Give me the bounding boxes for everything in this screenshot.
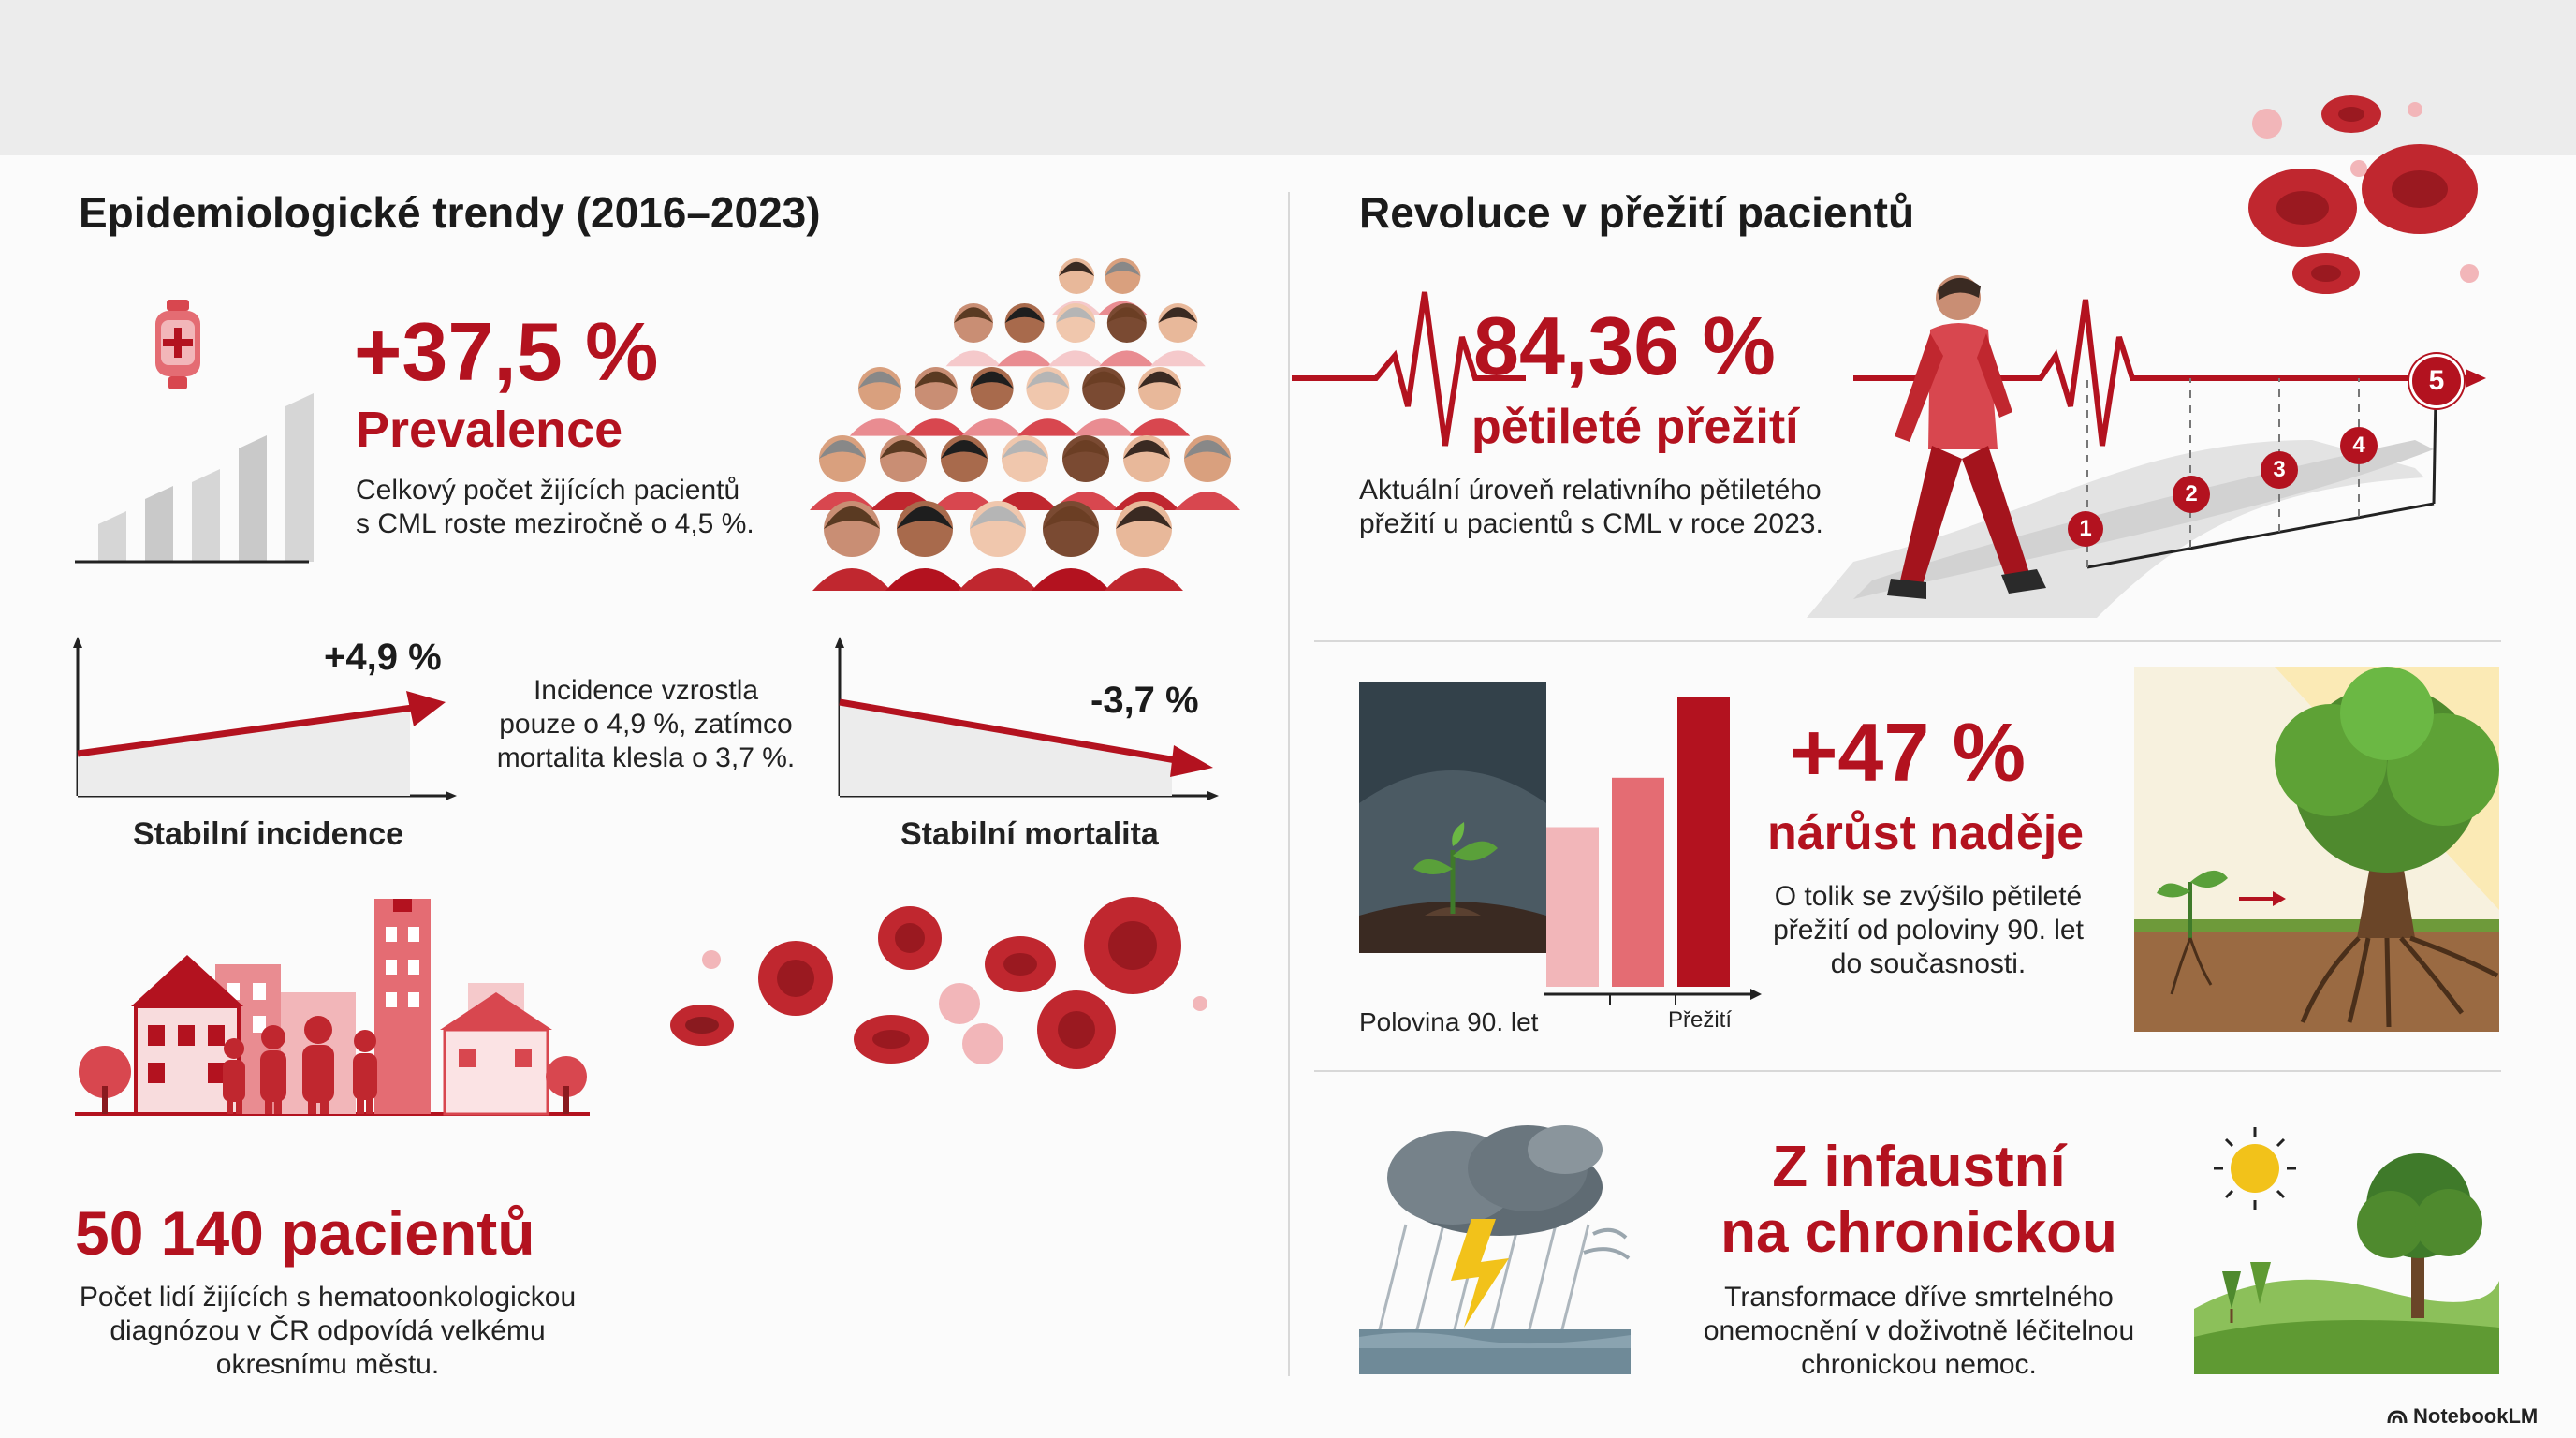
hope-axis-left-label: Polovina 90. let — [1359, 1007, 1539, 1036]
storm-cloud-icon — [1359, 1122, 1631, 1374]
row-divider-1 — [1314, 640, 2501, 642]
hope-bar-chart — [1544, 682, 1760, 1000]
incidence-label: Stabilní incidence — [133, 816, 404, 852]
crowd-person — [810, 435, 875, 510]
column-divider — [1288, 192, 1290, 1376]
prevalence-value: +37,5 % — [354, 305, 659, 398]
milestone-2: 2 — [2173, 476, 2210, 513]
blood-cells-icon — [655, 889, 1236, 1077]
crowd-person — [1074, 367, 1134, 436]
prevalence-bar-chart — [75, 384, 318, 571]
crowd-person — [946, 303, 1002, 366]
vaccine-icon — [150, 300, 206, 393]
milestone-3: 3 — [2261, 451, 2298, 489]
crowd-person — [992, 435, 1058, 510]
prevalence-bar — [192, 469, 220, 562]
milestone-4: 4 — [2340, 427, 2378, 464]
brand-name: NotebookLM — [2413, 1404, 2539, 1428]
hope-bar — [1612, 778, 1664, 987]
top-banner — [0, 0, 2576, 155]
crowd-person — [997, 303, 1052, 366]
hope-axis-arrow — [1750, 989, 1762, 1000]
milestone-1: 1 — [2068, 511, 2103, 547]
prevalence-bar — [285, 393, 314, 562]
tree-icon — [2134, 667, 2499, 1032]
crowd-person — [931, 435, 997, 510]
crowd-person — [886, 501, 964, 591]
notebooklm-logo-icon — [2387, 1408, 2408, 1425]
hope-description: O tolik se zvýšilo pětileté přežití od poloviny 90. let do současnosti. — [1773, 881, 2084, 979]
prevalence-label: Prevalence — [356, 402, 623, 458]
patients-description: Počet lidí žijících s hematoonkologickou diagnózou v ČR odpovídá velkému okresnímu městu. — [79, 1282, 577, 1380]
blood-cells-icon-top — [2228, 86, 2509, 311]
hope-label: nárůst naděje — [1767, 806, 2085, 860]
hope-bar — [1677, 697, 1730, 987]
survival-description: Aktuální úroveň relativního pětiletého přežití u pacientů s CML v roce 2023. — [1359, 475, 1823, 539]
crowd-person — [1175, 435, 1240, 510]
incidence-value: +4,9 % — [324, 637, 442, 678]
crowd-person — [1032, 501, 1110, 591]
survival-value: 84,36 % — [1473, 300, 1776, 392]
prevalence-bar — [239, 435, 267, 562]
crowd-person — [850, 367, 910, 436]
hope-value: +47 % — [1790, 706, 2026, 799]
crowd-person — [871, 435, 936, 510]
crowd-person — [1105, 501, 1183, 591]
crowd-person — [1017, 367, 1077, 436]
milestone-5: 5 — [2409, 354, 2464, 408]
patients-count: 50 140 pacientů — [75, 1198, 535, 1268]
brand-badge[interactable] — [2387, 1404, 2538, 1429]
landscape-tree-icon — [2194, 1122, 2499, 1374]
row-divider-2 — [1314, 1070, 2501, 1072]
walking-man-icon — [1872, 271, 2059, 618]
chronic-title: Z infaustní na chronickou — [1720, 1135, 2117, 1265]
crowd-person — [906, 367, 966, 436]
crowd-person — [1114, 435, 1179, 510]
chronic-description: Transformace dříve smrtelného onemocnění v doživotně léčitelnou chronickou nemoc. — [1703, 1282, 2135, 1380]
right-heading: Revoluce v přežití pacientů — [1359, 188, 1915, 237]
mortality-label: Stabilní mortalita — [900, 816, 1159, 852]
mortality-value: -3,7 % — [1090, 680, 1199, 721]
hope-bar — [1546, 828, 1599, 988]
left-heading: Epidemiologické trendy (2016–2023) — [79, 188, 821, 237]
crowd-icon — [796, 239, 1226, 580]
survival-label: pětileté přežití — [1471, 400, 1799, 454]
incidence-mortality-note: Incidence vzrostla pouze o 4,9 %, zatímco mortalita klesla o 3,7 %. — [496, 675, 796, 773]
crowd-person — [1130, 367, 1190, 436]
prevalence-description: Celkový počet žijících pacientů s CML roste meziročně o 4,5 %. — [356, 475, 754, 539]
crowd-person — [1150, 303, 1206, 366]
crowd-person — [959, 501, 1037, 591]
crowd-person — [812, 501, 891, 591]
prevalence-bar — [145, 486, 173, 562]
prevalence-bar — [98, 511, 126, 562]
hope-axis-right-label: Přežití — [1668, 1007, 1733, 1033]
seedling-icon — [1359, 682, 1546, 953]
crowd-person — [961, 367, 1021, 436]
crowd-person — [1053, 435, 1119, 510]
city-icon — [75, 899, 590, 1142]
